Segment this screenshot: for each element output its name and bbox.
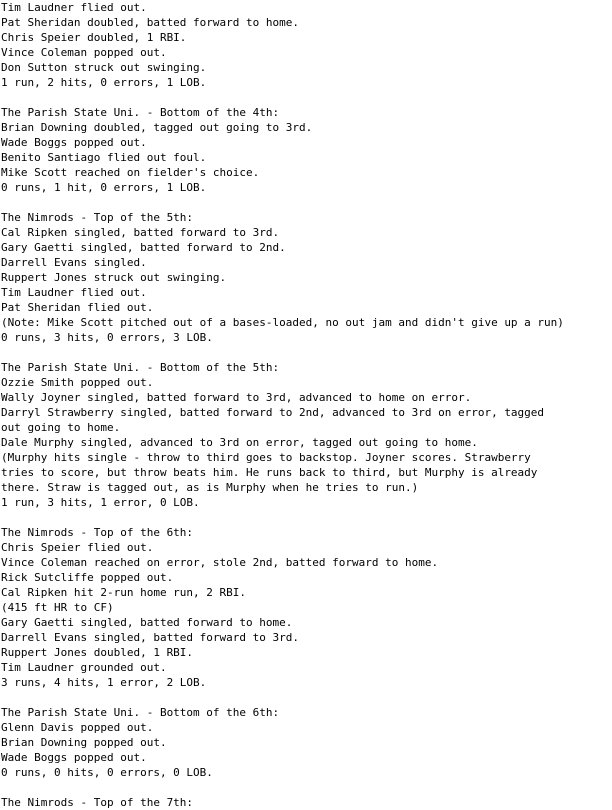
play-line: Darrell Evans singled. [1,256,147,269]
play-line: Tim Laudner grounded out. [1,661,167,674]
play-line: Don Sutton struck out swinging. [1,61,207,74]
play-line: Mike Scott reached on fielder's choice. [1,166,260,179]
inning-header: The Parish State Uni. - Bottom of the 5th: [1,361,280,374]
blank-line [1,780,609,795]
inning-header: The Parish State Uni. - Bottom of the 6th: [1,706,280,719]
play-line: Benito Santiago flied out foul. [1,151,207,164]
play-line: Chris Speier flied out. [1,541,154,554]
play-line: Darrell Evans singled, batted forward to 3rd. [1,631,300,644]
inning-summary: 0 runs, 3 hits, 0 errors, 3 LOB. [1,331,213,344]
play-line: Ozzie Smith popped out. [1,376,154,389]
inning-summary: 0 runs, 1 hit, 0 errors, 1 LOB. [1,181,207,194]
play-line: (Note: Mike Scott pitched out of a bases-loaded, no out jam and didn't give up a run) [1,316,564,329]
inning-header: The Nimrods - Top of the 6th: [1,526,194,539]
play-line: Wally Joyner singled, batted forward to 3rd, advanced to home on error. [1,391,472,404]
play-line: Darryl Strawberry singled, batted forward to 2nd, advanced to 3rd on error, tagged [1,406,545,419]
play-line: Vince Coleman popped out. [1,46,167,59]
play-line: out going to home. [1,421,121,434]
play-line: Wade Boggs popped out. [1,136,147,149]
play-line: (415 ft HR to CF) [1,601,114,614]
blank-line [1,195,609,210]
play-line: Brian Downing doubled, tagged out going to 3rd. [1,121,313,134]
play-line: Cal Ripken singled, batted forward to 3rd. [1,226,280,239]
play-by-play-document [1,0,609,810]
inning-header: The Nimrods - Top of the 5th: [1,211,194,224]
inning-summary: 0 runs, 0 hits, 0 errors, 0 LOB. [1,766,213,779]
inning-header: The Parish State Uni. - Bottom of the 4th: [1,106,280,119]
play-line: tries to score, but throw beats him. He runs back to third, but Murphy is already [1,466,538,479]
play-line: Glenn Davis popped out. [1,721,154,734]
blank-line [1,510,609,525]
blank-line [1,690,609,705]
play-line: Chris Speier doubled, 1 RBI. [1,31,187,44]
blank-line [1,90,609,105]
play-line: Tim Laudner flied out. [1,286,147,299]
play-line: Vince Coleman reached on error, stole 2nd, batted forward to home. [1,556,439,569]
play-line: Tim Laudner flied out. [1,1,147,14]
inning-summary: 1 run, 2 hits, 0 errors, 1 LOB. [1,76,207,89]
play-line: Pat Sheridan doubled, batted forward to home. [1,16,300,29]
play-line: there. Straw is tagged out, as is Murphy when he tries to run.) [1,481,419,494]
play-line: Gary Gaetti singled, batted forward to home. [1,616,293,629]
play-line: Cal Ripken hit 2-run home run, 2 RBI. [1,586,247,599]
play-line: Dale Murphy singled, advanced to 3rd on error, tagged out going to home. [1,436,478,449]
inning-summary: 3 runs, 4 hits, 1 error, 2 LOB. [1,676,207,689]
play-line: Ruppert Jones struck out swinging. [1,271,227,284]
play-line: Brian Downing popped out. [1,736,167,749]
play-line: Wade Boggs popped out. [1,751,147,764]
blank-line [1,345,609,360]
play-line: Gary Gaetti singled, batted forward to 2nd. [1,241,286,254]
play-line: Rick Sutcliffe popped out. [1,571,174,584]
play-line: Pat Sheridan flied out. [1,301,154,314]
inning-header: The Nimrods - Top of the 7th: [1,796,194,809]
play-line: (Murphy hits single - throw to third goes to backstop. Joyner scores. Strawberry [1,451,531,464]
inning-summary: 1 run, 3 hits, 1 error, 0 LOB. [1,496,200,509]
play-line: Ruppert Jones doubled, 1 RBI. [1,646,194,659]
